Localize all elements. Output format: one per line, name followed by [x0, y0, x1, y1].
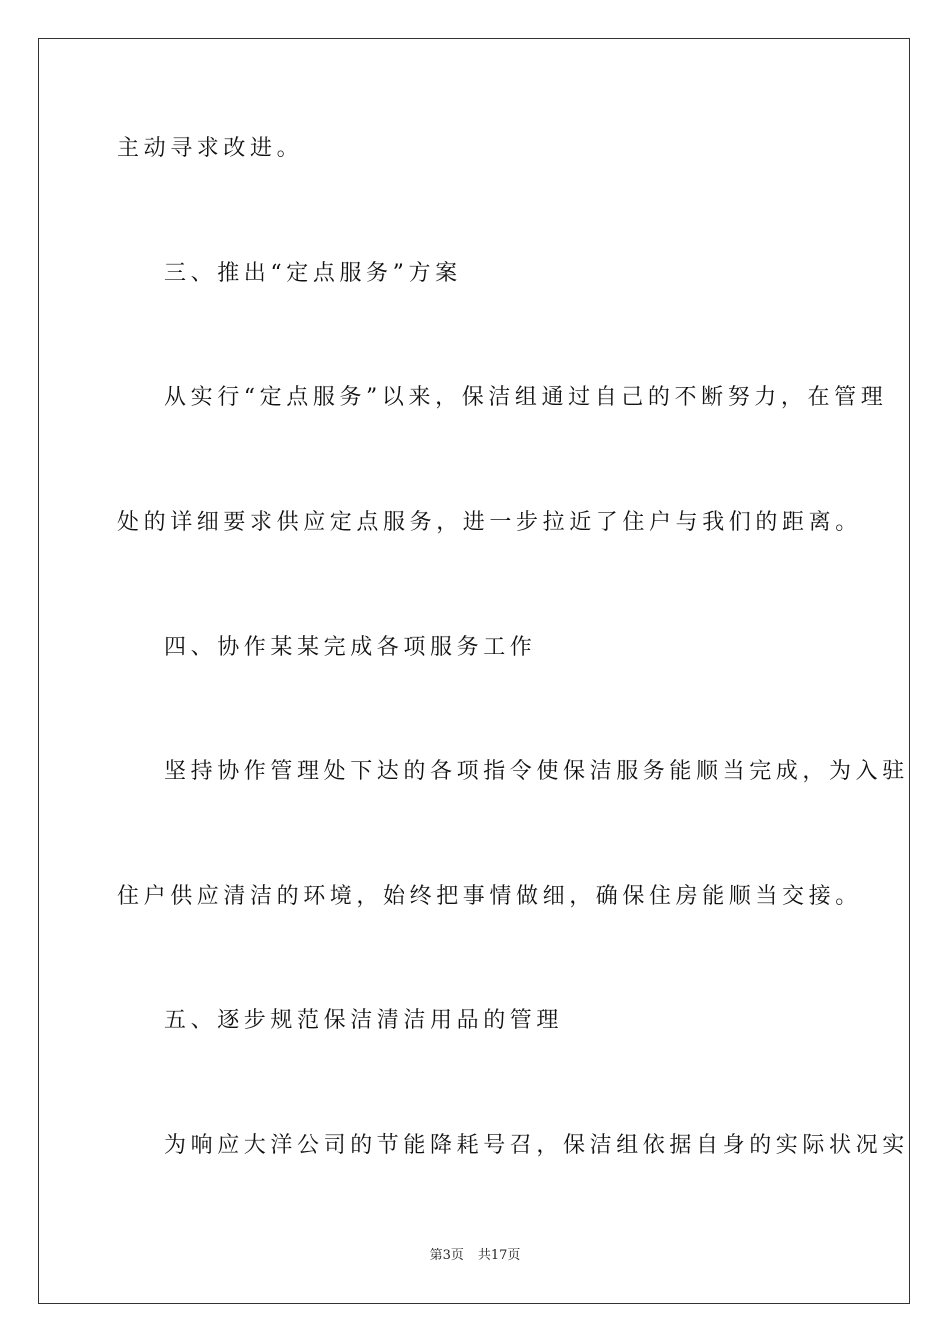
- body-text-line: 为响应大洋公司的节能降耗号召，保洁组依据自身的实际状况实: [164, 1133, 909, 1158]
- body-text-line: 坚持协作管理处下达的各项指令使保洁服务能顺当完成，为入驻: [164, 759, 909, 784]
- page-border: [38, 38, 910, 1304]
- body-text-line: 从实行“定点服务”以来，保洁组通过自己的不断努力，在管理: [164, 385, 888, 410]
- body-text-line: 住户供应清洁的环境，始终把事情做细，确保住房能顺当交接。: [117, 884, 862, 909]
- section-heading-4: 四、协作某某完成各项服务工作: [164, 635, 537, 660]
- section-heading-5: 五、逐步规范保洁清洁用品的管理: [164, 1008, 564, 1033]
- page-total: 共17页: [477, 1248, 521, 1263]
- page-number: 第3页: [429, 1248, 464, 1263]
- body-text-line: 处的详细要求供应定点服务，进一步拉近了住户与我们的距离。: [117, 510, 862, 535]
- section-heading-3: 三、推出“定点服务”方案: [164, 261, 462, 286]
- body-text-line: 主动寻求改进。: [117, 136, 304, 161]
- page-footer: [0, 1247, 950, 1265]
